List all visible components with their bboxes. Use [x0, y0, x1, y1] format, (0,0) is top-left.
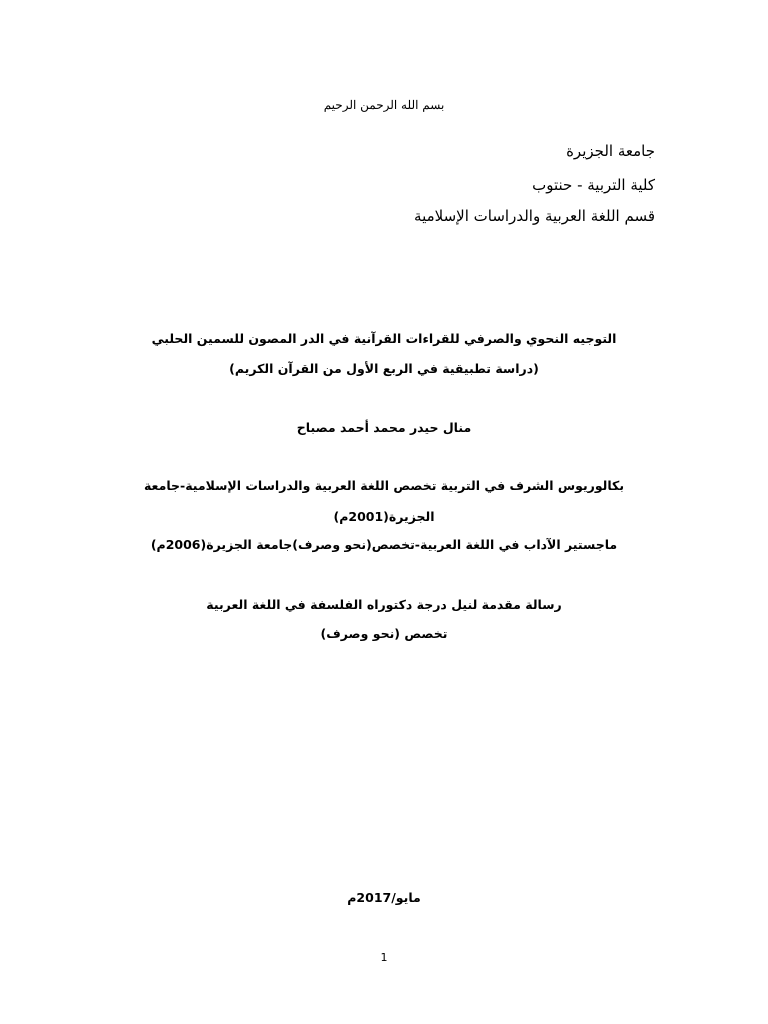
author-name: منال حيدر محمد أحمد مصباح: [296, 420, 472, 435]
department-name: قسم اللغة العربية والدراسات الإسلامية: [414, 207, 655, 225]
thesis-title-line-2: (دراسة تطبيقية في الربع الأول من القرآن الكريم): [229, 361, 539, 376]
thesis-purpose-line-2: تخصص (نحو وصرف): [320, 626, 448, 641]
faculty-name: كلية التربية - حنتوب: [532, 176, 655, 194]
university-name: جامعة الجزيرة: [566, 142, 655, 160]
basmala: بسم الله الرحمن الرحيم: [323, 98, 445, 112]
degree-line-1: بكالوريوس الشرف في التربية تخصص اللغة العربية والدراسات الإسلامية-جامعة: [143, 478, 625, 493]
thesis-purpose-line-1: رسالة مقدمة لنيل درجة دكتوراه الفلسفة في اللغة العربية: [206, 597, 562, 612]
degree-line-2: الجزيرة(2001م): [333, 509, 435, 524]
submission-date: مايو/2017م: [347, 890, 421, 905]
thesis-title-line-1: التوجيه النحوي والصرفي للقراءات القرآنية في الدر المصون للسمين الحلبي: [151, 331, 617, 346]
degree-line-3: ماجستير الآداب في اللغة العربية-تخصص(نحو وصرف)جامعة الجزيرة(2006م): [150, 537, 618, 552]
page-number: 1: [380, 951, 388, 964]
